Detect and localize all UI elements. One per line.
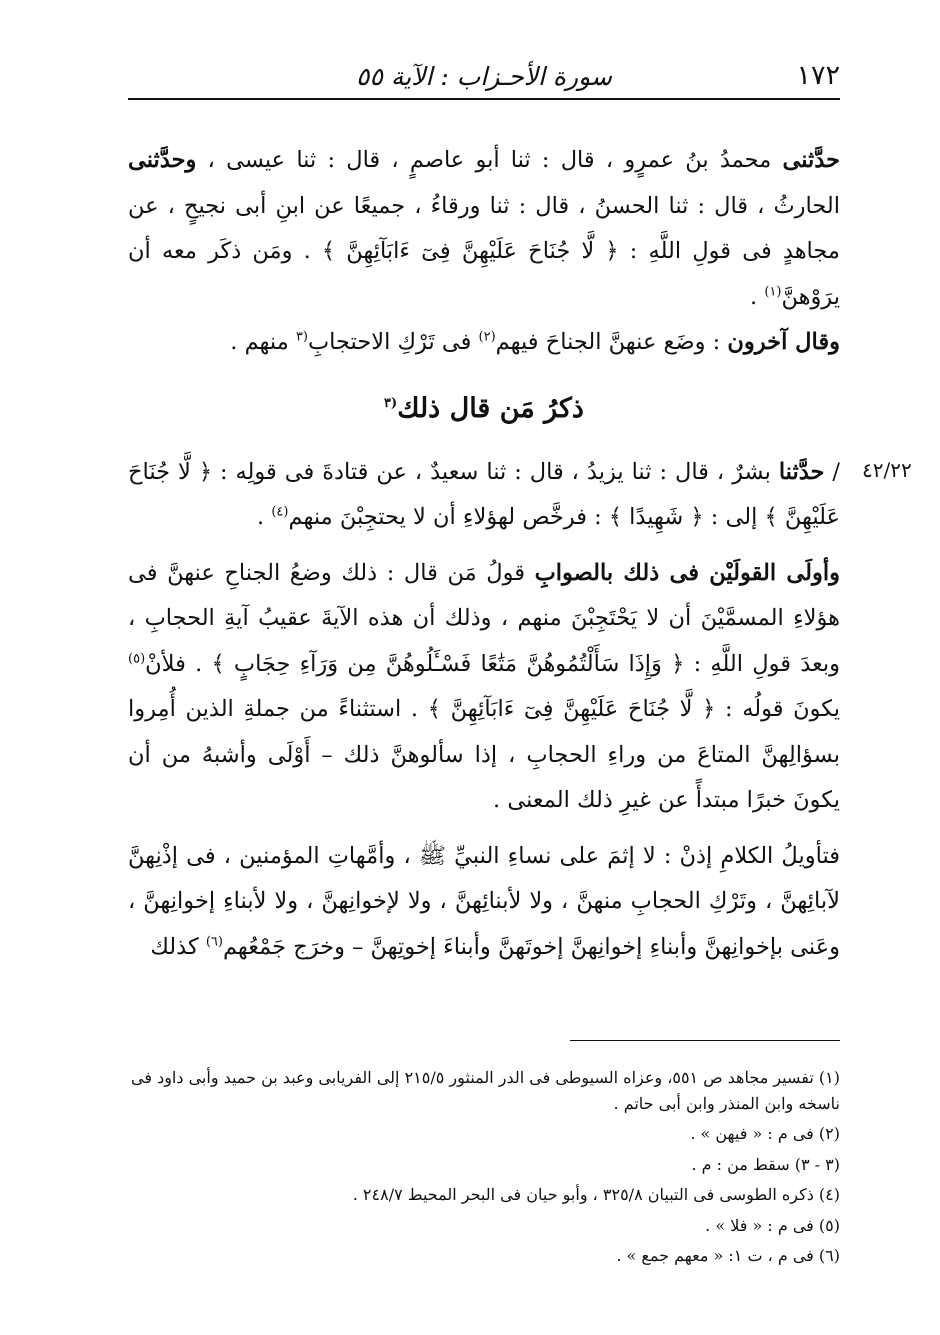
main-text: [128, 138, 840, 970]
footnote-4: (٤) ذكره الطوسى فى التبيان ٣٢٥/٨ ، وأبو حيان فى البحر المحيط ٢٤٨/٧ .: [352, 1185, 840, 1204]
paragraph-text: الحارثُ ، قال : ثنا الحسنُ ، قال : ثنا ورقاءُ ، جميعًا عن ابنِ أبى نجيحٍ ، عن مجاهدٍ فى قولِ اللَّهِ : ﴿ لَّا جُنَاحَ عَلَيْهِنَّ فِىٓ ءَابَآئِهِنَّ ﴾ . ومَن ذكَر معه أن يرَوْهنَّ: [128, 192, 840, 310]
paragraph-text: محمدُ بنُ عمرٍو ، قال : ثنا أبو عاصمٍ ، قال : ثنا عيسى ،: [196, 147, 772, 173]
footnote-6: (٦) فى م ، ت ١: « معهم جمع » .: [616, 1246, 840, 1265]
footnote-marker: (٣: [295, 329, 308, 345]
page-header: [128, 56, 840, 100]
paragraph-text: فتأويلُ الكلامِ إذنْ : لا إثمَ على نساءِ النبيِّ ﷺ ، وأمَّهاتِ المؤمنين ، فى إذْنِهنَّ لآبائِهنَّ ، وتَرْكِ الحجابِ منهنَّ ، ولا لأبنائِهنَّ ، ولا لإخوانِهنَّ ، ولا لأبناءِ إخوانِهنَّ ، وعَنى بإخوانِهنَّ وأبناءِ إخوانِهنَّ إخوتَهنَّ وأبناءَ إخوتِهنَّ – وخرَج جَمْعُهم: [128, 842, 840, 960]
paragraph-text: .: [750, 283, 765, 310]
margin-reference: ٤٢/٢٢: [862, 458, 912, 482]
paragraph-text: بشرٌ ، قال : ثنا يزيدُ ، قال : ثنا سعيدٌ ، عن قتادةَ فى قولِه : ﴿ لَّا جُنَاحَ عَلَيْهِنَّ ﴾ إلى : ﴿ شَهِيدًا ﴾ : فرخَّص لهؤلاءِ أن لا يحتجِبْنَ منهم: [128, 458, 840, 530]
footnote-marker: (٤): [271, 504, 289, 520]
footnote-5: (٥) فى م : « فلا » .: [705, 1215, 840, 1235]
footnote-marker: (٣: [384, 395, 398, 411]
footnotes: [128, 1065, 840, 1274]
page-number: ١٧٢: [796, 60, 840, 91]
paragraph-text: يكونَ قولُه : ﴿ لَّا جُنَاحَ عَلَيْهِنَّ فِىٓ ءَابَآئِهِنَّ ﴾ . استثناءً من جملةِ الذين أُمِروا بسؤالِهنَّ المتاعَ من وراءِ الحجابِ ، إذا سألوهنَّ ذلك – أَوْلَى وأشبهُ من أن يكونَ خبرًا مبتدأً عن غيرِ ذلك المعنى .: [128, 696, 840, 813]
paragraph-text: : وضَع عنهنَّ الجناحَ فيهم: [495, 329, 728, 355]
footnote-marker: (٢): [478, 329, 496, 345]
footnote-rule: [570, 1040, 840, 1041]
footnote-marker: (٦): [205, 934, 223, 949]
paragraph-5: [128, 834, 840, 971]
paragraph-1: [128, 138, 840, 320]
paragraph-text: فى تَرْكِ الاحتجابِ: [308, 329, 479, 355]
narration-lead: وحدَّثنى: [128, 147, 197, 173]
paragraph-4: [128, 551, 840, 824]
paragraph-text: .: [257, 504, 272, 530]
paragraph-text: كذلك: [150, 933, 206, 960]
footnote-marker: (٥): [128, 651, 146, 666]
paragraph-text: قولُ مَن قال : ذلك وضعُ الجناحِ عنهنَّ فى هؤلاءِ المسمَّيْنَ أن لا يَحْتَجِبْنَ منهم ، وذلك أن هذه الآيةَ عقيبُ آيةِ الحجابِ ، وبعدَ قولِ اللَّهِ : ﴿ وَإِذَا سَأَلْتُمُوهُنَّ مَتَٰعًا فَسْـَٔلُوهُنَّ مِن وَرَآءِ حِجَابٍ ﴾ . فلأنْ: [128, 559, 840, 677]
footnote-2: (٢) فى م : « فيهن » .: [690, 1124, 840, 1143]
footnote-3: (٣ - ٣) سقط من : م .: [691, 1154, 840, 1174]
paragraph-text: منهم .: [230, 329, 296, 355]
paragraph-text: /: [824, 458, 840, 485]
section-heading-text: ذكرُ مَن قال ذلك: [397, 392, 584, 424]
paragraph-2: [128, 320, 840, 366]
running-title: سورة الأحـزاب : الآية ٥٥: [356, 62, 612, 91]
footnote-1: (١) تفسير مجاهد ص ٥٥١، وعزاه السيوطى فى الدر المنثور ٢١٥/٥ إلى الفريابى وعبد بن حميد وأبى داود فى ناسخه وابن المنذر وابن أبى حاتم .: [131, 1068, 840, 1113]
narration-lead: حدَّثنا: [778, 458, 825, 485]
narration-lead: وقال آخرون: [727, 329, 840, 355]
header-rule: [128, 98, 840, 100]
footnote-marker: (١): [764, 284, 782, 299]
paragraph-lead: وأولَى القولَيْن فى ذلك بالصوابِ: [534, 559, 841, 586]
section-heading: [128, 382, 840, 436]
paragraph-3: [128, 450, 840, 541]
narration-lead: حدَّثنى: [782, 147, 841, 173]
